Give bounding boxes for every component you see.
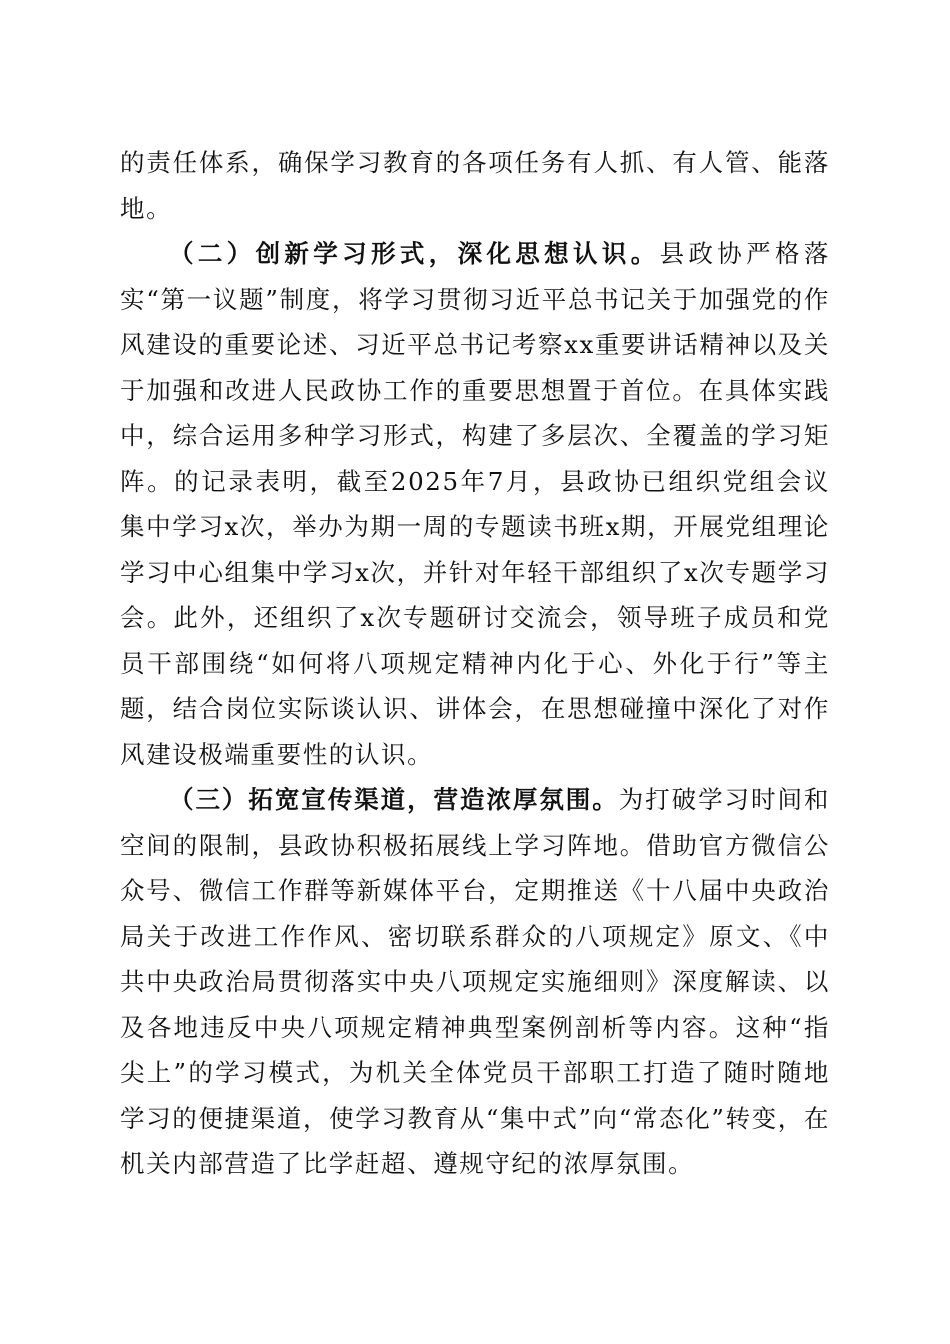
document-page (120, 140, 830, 1187)
paragraph-body: 为打破学习时间和空间的限制，县政协积极拓展线上学习阵地。借助官方微信公众号、微信工作群等新媒体平台，定期推送《十八届中央政治局关于改进工作作风、密切联系群众的八项规定》原文、《中共中央政治局贯彻落实中央八项规定实施细则》深度解读、以及各地违反中央八项规定精神典型案例剖析等内容。这种“指尖上”的学习模式，为机关全体党员干部职工打造了随时随地学习的便捷渠道，使学习教育从“集中式”向“常态化”转变，在机关内部营造了比学赶超、遵规守纪的浓厚氛围。 (120, 785, 830, 1178)
section-heading: （二）创新学习形式，深化思想认识。 (169, 239, 660, 268)
paragraph-body: 县政协严格落实“第一议题”制度，将学习贯彻习近平总书记关于加强党的作风建设的重要论述、习近平总书记考察xx重要讲话精神以及关于加强和改进人民政协工作的重要思想置于首位。在具体实践中，综合运用多种学习形式，构建了多层次、全覆盖的学习矩阵。的记录表明，截至2025年7月，县政协已组织党组会议集中学习x次，举办为期一周的专题读书班x期，开展党组理论学习中心组集中学习x次，并针对年轻干部组织了x次专题学习会。此外，还组织了x次专题研讨交流会，领导班子成员和党员干部围绕“如何将八项规定精神内化于心、外化于行”等主题，结合岗位实际谈认识、讲体会，在思想碰撞中深化了对作风建设极端重要性的认识。 (120, 239, 830, 769)
paragraph-section-two (120, 231, 830, 777)
paragraph-section-three (120, 777, 830, 1187)
section-heading: （三）拓宽宣传渠道，营造浓厚氛围。 (169, 785, 619, 814)
paragraph-continuation (120, 140, 830, 231)
paragraph-body: 的责任体系，确保学习教育的各项任务有人抓、有人管、能落地。 (120, 148, 830, 223)
